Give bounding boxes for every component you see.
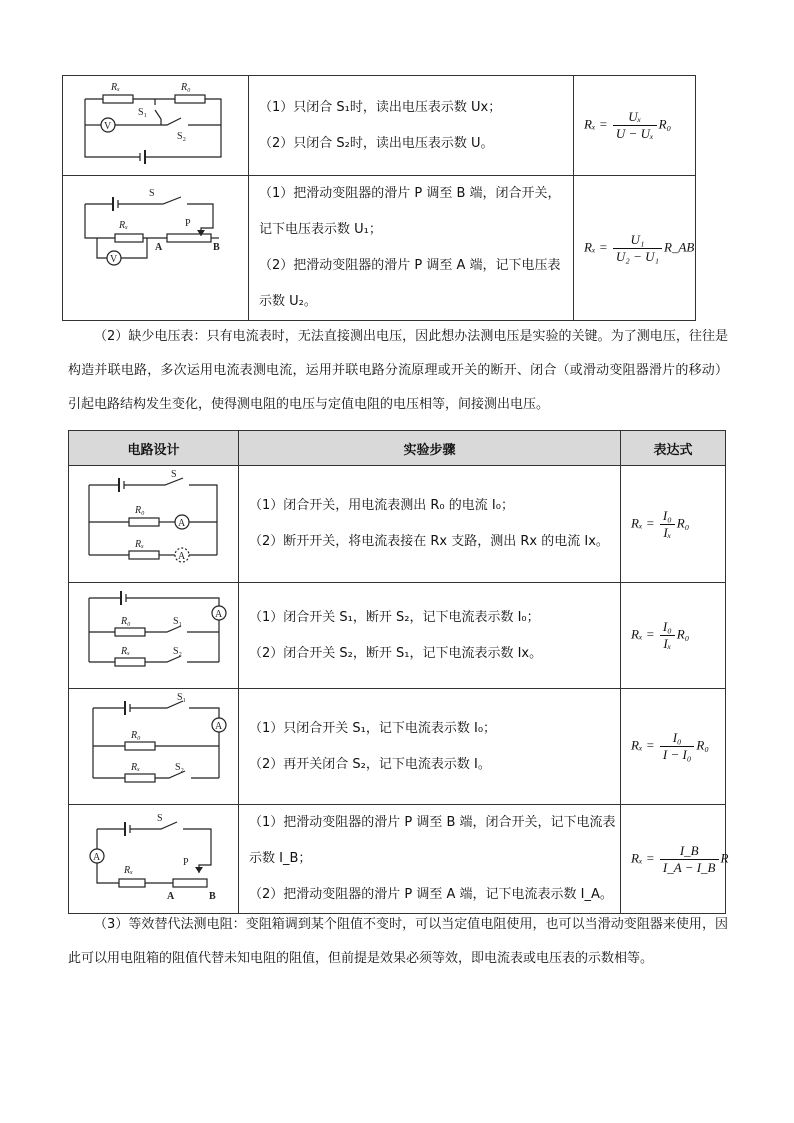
formula-factor: R₀ bbox=[676, 514, 690, 530]
end-b-label: B bbox=[209, 890, 216, 902]
steps-cell bbox=[249, 176, 574, 321]
s2-label: S₂ bbox=[175, 761, 185, 773]
steps-cell bbox=[239, 583, 621, 689]
r0-label: R₀ bbox=[131, 729, 141, 741]
formula-cell: Rₓ = $\frac{\text{U₁}}{\text{U₂ − U₁}}$ R_AB bbox=[574, 176, 696, 321]
formula-cell: Rₓ = $\frac{I\_B}{I\_A - I\_B}$ R bbox=[621, 805, 726, 914]
step-1: （1）只闭合开关 S₁，记下电流表示数 I₀； bbox=[249, 720, 497, 736]
table-row bbox=[69, 583, 726, 689]
formula-cell: Rₓ = $\frac{\text{Uₓ}}{\text{U − Uₓ}}$ R₀ bbox=[574, 76, 696, 176]
ammeter-icon: A bbox=[93, 851, 101, 863]
paragraph-text: （2）缺少电压表：只有电流表时，无法直接测出电压，因此想办法测电压是实验的关键。为了测电压，往往是构造并联电路，多次运用电流表测电流，运用并联电路分流原理或开关的断开、闭合（或滑动变阻器滑片的移动）引起电路结构发生变化，使得测电阻的电压与定值电阻的电压相等，间接测出电压。 bbox=[68, 329, 728, 412]
header-formula: 表达式 bbox=[621, 431, 726, 466]
fraction bbox=[660, 619, 675, 652]
step-1: （1）闭合开关，用电流表测出 R₀ 的电流 I₀； bbox=[249, 498, 514, 513]
circuit-cell bbox=[69, 689, 239, 805]
circuit-cell bbox=[63, 76, 249, 176]
numerator: I₀ bbox=[660, 508, 675, 525]
fraction bbox=[660, 843, 719, 876]
step-1: （1）只闭合 S₁时，读出电压表示数 Ux； bbox=[259, 99, 502, 115]
numerator: I_B bbox=[660, 843, 719, 860]
step-2: （2）把滑动变阻器的滑片 P 调至 A 端，记下电压表示数 U₂。 bbox=[259, 258, 561, 309]
r0-label: R₀ bbox=[181, 81, 191, 93]
circuit-diagram-parallel-ammeter bbox=[69, 467, 237, 582]
s1-label: S₁ bbox=[173, 615, 183, 627]
rx-label: Rₓ bbox=[121, 645, 130, 657]
formula-lhs: Rₓ bbox=[584, 116, 596, 132]
circuit-diagram-rheostat-ammeter bbox=[69, 807, 237, 912]
fraction bbox=[660, 508, 675, 541]
formula-cell: Rₓ = $\frac{\text{I₀}}{\text{I − I₀}}$ R₀ bbox=[621, 689, 726, 805]
steps-cell bbox=[239, 805, 621, 914]
numerator: U₁ bbox=[613, 232, 662, 249]
steps-cell bbox=[239, 689, 621, 805]
s1-label: S₁ bbox=[177, 691, 187, 703]
voltmeter-methods-table bbox=[62, 75, 696, 321]
table-row bbox=[69, 805, 726, 914]
denominator: U₂ − U₁ bbox=[615, 248, 660, 264]
step-1: （1）闭合开关 S₁，断开 S₂，记下电流表示数 I₀； bbox=[249, 609, 540, 625]
r0-label: R₀ bbox=[121, 615, 131, 627]
ammeter-methods-table bbox=[68, 430, 729, 914]
circuit-cell bbox=[69, 466, 239, 583]
table-row bbox=[63, 76, 696, 176]
slider-label: P bbox=[183, 856, 189, 868]
circuit-cell bbox=[69, 583, 239, 689]
voltmeter-icon: V bbox=[110, 254, 118, 265]
step-1: （1）把滑动变阻器的滑片 P 调至 B 端，闭合开关，记下电压表示数 U₁； bbox=[259, 186, 561, 237]
step-2: （2）断开开关，将电流表接在 Rx 支路，测出 Rx 的电流 Ix。 bbox=[249, 534, 609, 549]
paragraph-equivalent-substitution bbox=[68, 908, 728, 976]
switch-label: S bbox=[149, 188, 155, 199]
circuit-diagram-s1-s2-ammeter bbox=[69, 690, 237, 804]
table-header-row bbox=[69, 431, 726, 466]
header-circuit: 电路设计 bbox=[69, 431, 239, 466]
r0-label: R₀ bbox=[135, 504, 145, 516]
formula-lhs: Rₓ bbox=[631, 626, 643, 642]
table-row bbox=[63, 176, 696, 321]
numerator: Uₓ bbox=[613, 109, 657, 126]
fraction bbox=[613, 232, 662, 265]
formula-factor: R₀ bbox=[676, 626, 690, 642]
formula-factor: R₀ bbox=[696, 737, 709, 753]
denominator: Iₓ bbox=[663, 636, 672, 651]
steps-cell bbox=[249, 76, 574, 176]
ammeter-moved-icon: A bbox=[178, 550, 186, 562]
circuit-diagram-two-switches bbox=[69, 584, 237, 688]
numerator: I₀ bbox=[660, 619, 675, 636]
formula-lhs: Rₓ bbox=[631, 849, 643, 865]
step-2: （2）把滑动变阻器的滑片 P 调至 A 端，记下电流表示数 I_A。 bbox=[249, 887, 613, 902]
s2-label: S₂ bbox=[173, 645, 183, 657]
step-2: （2）再开关闭合 S₂，记下电流表示数 I。 bbox=[249, 756, 491, 772]
table-row bbox=[69, 689, 726, 805]
voltmeter-icon: V bbox=[104, 120, 112, 132]
denominator: I − I₀ bbox=[662, 747, 692, 762]
ammeter-icon: A bbox=[178, 517, 186, 529]
slider-label: P bbox=[185, 218, 191, 229]
formula-lhs: Rₓ bbox=[631, 514, 643, 530]
circuit-diagram-rheostat-voltmeter bbox=[63, 178, 247, 318]
steps-cell bbox=[239, 466, 621, 583]
denominator: I_A − I_B bbox=[662, 859, 716, 875]
rx-label: Rₓ bbox=[119, 220, 128, 231]
s1-label: S₁ bbox=[138, 106, 148, 118]
formula-factor: R bbox=[720, 849, 729, 865]
circuit-diagram-rx-r0-voltmeter bbox=[63, 77, 247, 175]
header-steps: 实验步骤 bbox=[239, 431, 621, 466]
s2-label: S₂ bbox=[177, 130, 187, 142]
ammeter-icon: A bbox=[215, 720, 223, 732]
formula-lhs: Rₓ bbox=[584, 238, 596, 254]
circuit-cell bbox=[63, 176, 249, 321]
rx-label: Rₓ bbox=[111, 81, 120, 93]
paragraph-text: （3）等效替代法测电阻：变阻箱调到某个阻值不变时，可以当定值电阻使用，也可以当滑动变阻器来使用，因此可以用电阻箱的阻值代替未知电阻的阻值，但前提是效果必须等效，即电流表或电压表的示数相等。 bbox=[68, 917, 728, 966]
step-2: （2）闭合开关 S₂，断开 S₁，记下电流表示数 Ix。 bbox=[249, 645, 543, 661]
switch-label: S bbox=[157, 812, 163, 824]
end-a-label: A bbox=[155, 242, 163, 253]
table-row bbox=[69, 466, 726, 583]
circuit-cell bbox=[69, 805, 239, 914]
numerator: I₀ bbox=[660, 730, 694, 747]
formula-factor: R_AB bbox=[664, 238, 695, 254]
end-b-label: B bbox=[213, 242, 220, 253]
formula-cell: Rₓ = $\frac{\text{I₀}}{\text{Iₓ}}$ R₀ bbox=[621, 583, 726, 689]
rx-label: Rₓ bbox=[135, 538, 144, 550]
fraction bbox=[660, 730, 694, 763]
ammeter-icon: A bbox=[215, 608, 223, 620]
denominator: Iₓ bbox=[663, 524, 672, 540]
end-a-label: A bbox=[167, 890, 175, 902]
formula-cell: Rₓ = $\frac{\text{I₀}}{\text{Iₓ}}$ R₀ bbox=[621, 466, 726, 583]
switch-label: S bbox=[171, 468, 177, 480]
step-2: （2）只闭合 S₂时，读出电压表示数 U。 bbox=[259, 135, 494, 151]
step-1: （1）把滑动变阻器的滑片 P 调至 B 端，闭合开关，记下电流表示数 I_B； bbox=[249, 815, 616, 866]
fraction bbox=[613, 109, 657, 142]
paragraph-missing-voltmeter bbox=[68, 320, 728, 422]
formula-lhs: Rₓ bbox=[631, 737, 643, 753]
formula-factor: R₀ bbox=[658, 116, 672, 132]
denominator: U − Uₓ bbox=[615, 126, 654, 141]
rx-label: Rₓ bbox=[124, 864, 133, 876]
rx-label: Rₓ bbox=[131, 761, 140, 773]
